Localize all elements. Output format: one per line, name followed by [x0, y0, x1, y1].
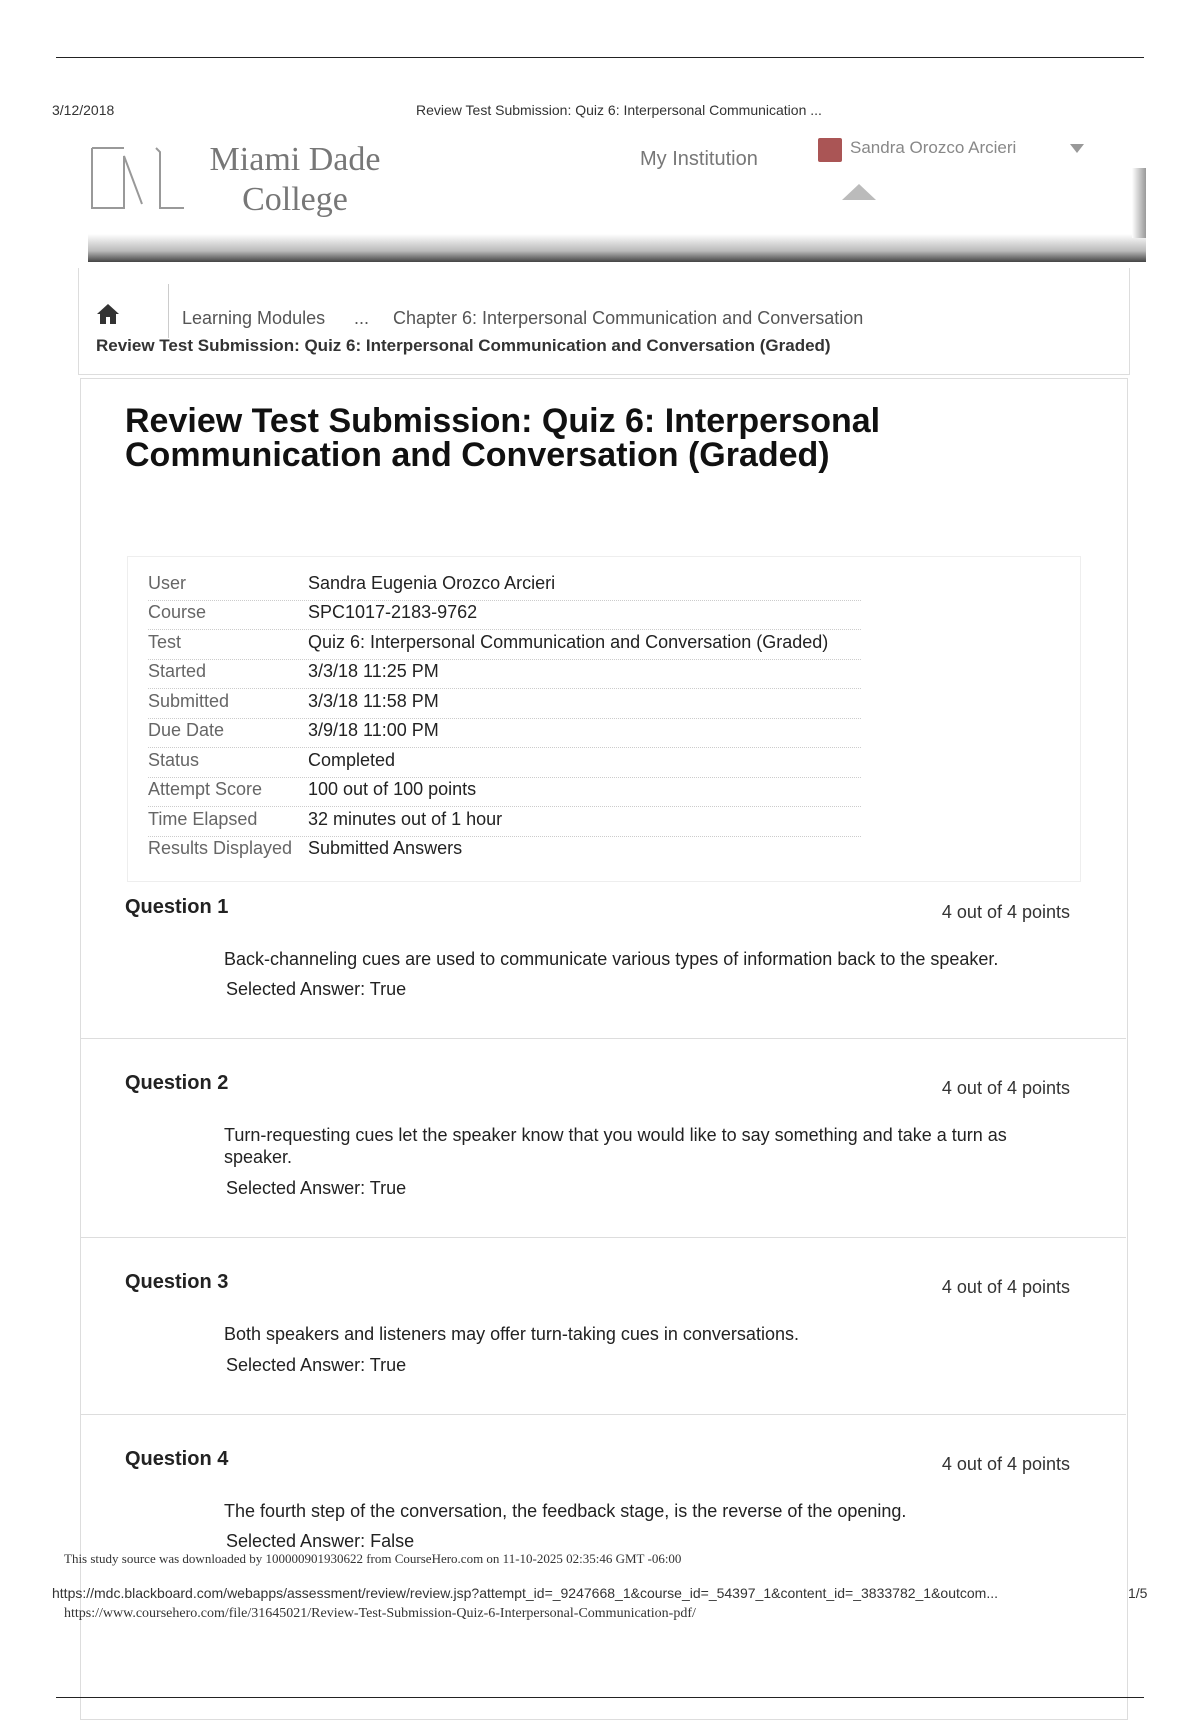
question-divider [80, 1038, 1126, 1039]
college-logo-icon[interactable] [90, 146, 190, 212]
question-1-answer: Selected Answer: True [226, 979, 407, 999]
breadcrumb-ellipsis[interactable]: ... [354, 308, 370, 328]
info-label: User [148, 573, 187, 593]
footer-url: https://mdc.blackboard.com/webapps/assessment/review/review.jsp?attempt_id=_9247668_1&course_id=_54397_1&content_id=_3833782_1&outcom... [52, 1585, 999, 1601]
page-number: 1/5 [1128, 1585, 1148, 1601]
info-row-submitted [148, 689, 861, 719]
home-icon[interactable] [96, 302, 120, 326]
info-label: Status [148, 750, 200, 770]
print-date: 3/12/2018 [52, 102, 115, 118]
info-value: 3/3/18 11:25 PM [308, 661, 439, 681]
question-4-points: 4 out of 4 points [941, 1454, 1070, 1474]
college-logo-text[interactable] [195, 140, 395, 220]
info-value: Quiz 6: Interpersonal Communication and Conversation (Graded) [308, 632, 829, 652]
avatar[interactable] [818, 138, 842, 162]
question-1-points: 4 out of 4 points [941, 902, 1070, 922]
info-value: Completed [308, 750, 396, 770]
print-title: Review Test Submission: Quiz 6: Interpersonal Communication ... [416, 102, 822, 118]
question-2-points: 4 out of 4 points [941, 1078, 1070, 1098]
info-value: SPC1017-2183-9762 [308, 602, 478, 622]
info-value: 32 minutes out of 1 hour [308, 809, 503, 829]
breadcrumb-item-chapter-6[interactable]: Chapter 6: Interpersonal Communication and Conversation [393, 308, 864, 328]
info-label: Course [148, 602, 207, 622]
question-2-text: Turn-requesting cues let the speaker know that you would like to say something and take a turn as speaker. [224, 1125, 1007, 1167]
info-row-due-date [148, 718, 861, 748]
question-1-title: Question 1 [125, 896, 229, 918]
info-label: Test [148, 632, 182, 652]
info-label: Attempt Score [148, 779, 263, 799]
info-row-status [148, 748, 861, 778]
info-row-course [148, 600, 861, 630]
breadcrumb-item-learning-modules[interactable]: Learning Modules [182, 308, 326, 328]
coursehero-url: https://www.coursehero.com/file/31645021/Review-Test-Submission-Quiz-6-Interpersonal-Communication-pdf/ [64, 1606, 696, 1621]
question-4-text: The fourth step of the conversation, the feedback stage, is the reverse of the opening. [224, 1501, 907, 1521]
question-3-title: Question 3 [125, 1271, 229, 1293]
info-label: Submitted [148, 691, 230, 711]
question-3-answer: Selected Answer: True [226, 1355, 407, 1375]
download-watermark: This study source was downloaded by 100000901930622 from CourseHero.com on 11-10-2025 02:35:46 GMT -06:00 [64, 1551, 682, 1566]
question-3-points: 4 out of 4 points [941, 1277, 1070, 1297]
info-value: Submitted Answers [308, 838, 463, 858]
info-row-time-elapsed [148, 807, 861, 837]
info-row-user [148, 571, 861, 601]
info-row-started [148, 659, 861, 689]
caret-up-icon [842, 184, 876, 200]
info-label: Started [148, 661, 207, 681]
logo-line-2: College [242, 181, 348, 218]
info-value: 3/3/18 11:58 PM [308, 691, 439, 711]
question-divider [80, 1414, 1126, 1415]
info-value: Sandra Eugenia Orozco Arcieri [308, 573, 556, 593]
info-label: Time Elapsed [148, 809, 258, 829]
question-2-answer: Selected Answer: True [226, 1178, 407, 1198]
question-1-text: Back-channeling cues are used to communicate various types of information back to the speaker. [224, 949, 999, 969]
info-row-test [148, 630, 861, 660]
info-label: Results Displayed [148, 838, 293, 858]
info-row-attempt-score [148, 777, 861, 807]
page-title: Review Test Submission: Quiz 6: Interpersonal Communication and Conversation (Graded) [125, 402, 881, 474]
user-menu-name[interactable]: Sandra Orozco Arcieri [850, 138, 1017, 157]
my-institution-link[interactable]: My Institution [640, 148, 758, 170]
question-4-answer: Selected Answer: False [226, 1531, 415, 1551]
chevron-down-icon[interactable] [1070, 144, 1084, 153]
info-label: Due Date [148, 720, 225, 740]
logo-line-1: Miami Dade [209, 141, 381, 178]
breadcrumb-current: Review Test Submission: Quiz 6: Interpersonal Communication and Conversation (Graded) [96, 336, 831, 355]
info-value: 100 out of 100 points [308, 779, 477, 799]
info-row-results-displayed [148, 836, 861, 865]
question-3-text: Both speakers and listeners may offer turn-taking cues in conversations. [224, 1324, 799, 1344]
question-2-title: Question 2 [125, 1072, 229, 1094]
breadcrumb-divider [168, 284, 169, 338]
top-rule [56, 57, 1144, 58]
bottom-rule [56, 1697, 1144, 1698]
question-4-title: Question 4 [125, 1448, 229, 1470]
info-value: 3/9/18 11:00 PM [308, 720, 439, 740]
question-divider [80, 1237, 1126, 1238]
